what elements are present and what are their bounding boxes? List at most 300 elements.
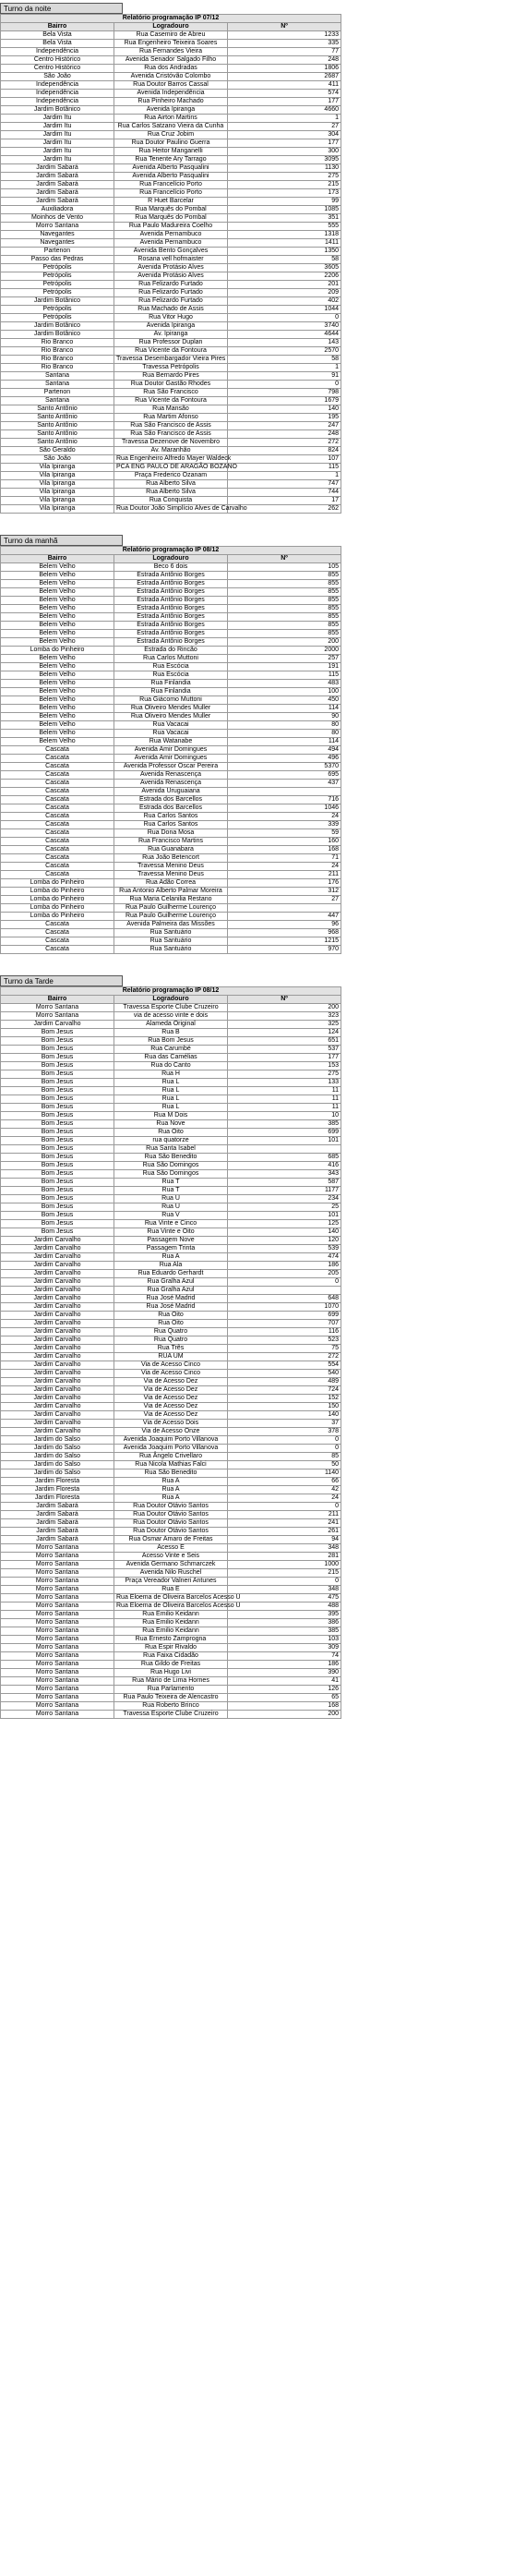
- cell-numero: 25: [228, 1203, 341, 1212]
- table-row: [1, 1636, 341, 1644]
- cell-numero: 855: [228, 597, 341, 605]
- cell-logradouro: Travessa Desembargador Vieira Pires: [114, 356, 228, 364]
- cell-bairro: Cascata: [1, 804, 114, 813]
- cell-bairro: Rio Branco: [1, 339, 114, 347]
- cell-numero: 747: [228, 480, 341, 489]
- table-row: [1, 281, 341, 289]
- cell-numero: 0: [228, 1278, 341, 1287]
- table-row: [1, 1652, 341, 1661]
- cell-numero: 257: [228, 655, 341, 663]
- cell-logradouro: Rua São Francisco de Assis: [114, 430, 228, 439]
- cell-bairro: Morro Santana: [1, 1602, 114, 1611]
- cell-bairro: Jardim Carvalho: [1, 1278, 114, 1287]
- cell-bairro: Morro Santana: [1, 1652, 114, 1661]
- cell-bairro: Belem Velho: [1, 588, 114, 597]
- cell-bairro: Bom Jesus: [1, 1187, 114, 1195]
- cell-logradouro: Avenida Renascença: [114, 780, 228, 788]
- table-row: [1, 1253, 341, 1262]
- cell-numero: 587: [228, 1179, 341, 1187]
- cell-numero: 200: [228, 638, 341, 647]
- cell-logradouro: Rua E: [114, 1586, 228, 1594]
- cell-bairro: Bela Vista: [1, 31, 114, 40]
- table-row: [1, 913, 341, 921]
- cell-numero: 209: [228, 289, 341, 297]
- table-row: [1, 1411, 341, 1420]
- cell-bairro: Jardim Carvalho: [1, 1253, 114, 1262]
- cell-bairro: Jardim Floresta: [1, 1494, 114, 1503]
- table-row: [1, 780, 341, 788]
- cell-numero: 275: [228, 1070, 341, 1079]
- cell-bairro: Jardim Carvalho: [1, 1312, 114, 1320]
- cell-numero: 211: [228, 1511, 341, 1519]
- cell-logradouro: Estrada dos Barcellos: [114, 796, 228, 804]
- cell-numero: 71: [228, 854, 341, 863]
- table-row: [1, 1702, 341, 1711]
- table-row: [1, 206, 341, 214]
- table-row: [1, 31, 341, 40]
- cell-numero: 3740: [228, 322, 341, 331]
- table-row: [1, 1195, 341, 1203]
- section-spacer: [0, 954, 526, 973]
- cell-numero: 0: [228, 314, 341, 322]
- cell-bairro: Bom Jesus: [1, 1037, 114, 1046]
- cell-bairro: Belem Velho: [1, 597, 114, 605]
- spreadsheet: [0, 3, 526, 1719]
- table-row: [1, 663, 341, 671]
- cell-logradouro: Estrada Antônio Borges: [114, 580, 228, 588]
- cell-bairro: Bela Vista: [1, 40, 114, 48]
- cell-logradouro: Avenida Renascença: [114, 771, 228, 780]
- cell-logradouro: Rua M Dois: [114, 1112, 228, 1120]
- cell-logradouro: Rua Quatro: [114, 1336, 228, 1345]
- cell-logradouro: Rua Machado de Assis: [114, 306, 228, 314]
- table-row: [1, 821, 341, 829]
- table-row: [1, 1154, 341, 1162]
- cell-numero: 211: [228, 871, 341, 879]
- table-row: [1, 1046, 341, 1054]
- table-row: [1, 164, 341, 173]
- cell-bairro: Bom Jesus: [1, 1104, 114, 1112]
- cell-logradouro: Rua Airton Martins: [114, 115, 228, 123]
- cell-logradouro: Rua Vicente da Fontoura: [114, 347, 228, 356]
- cell-logradouro: Rua Santuário: [114, 929, 228, 937]
- cell-numero: 247: [228, 422, 341, 430]
- cell-numero: 275: [228, 173, 341, 181]
- cell-logradouro: Rua São Domingos: [114, 1162, 228, 1170]
- table-row: [1, 1328, 341, 1336]
- section-spacer: [0, 514, 526, 532]
- cell-logradouro: Rua Santuário: [114, 937, 228, 946]
- cell-logradouro: Rua Antonio Alberto Palmar Moreira: [114, 888, 228, 896]
- cell-logradouro: Rua Fernandes Vieira: [114, 48, 228, 56]
- cell-bairro: Bom Jesus: [1, 1046, 114, 1054]
- cell-bairro: Belem Velho: [1, 613, 114, 622]
- column-header-row: [1, 996, 341, 1004]
- cell-logradouro: Rua São Benedito: [114, 1469, 228, 1478]
- cell-logradouro: Rua das Camélias: [114, 1054, 228, 1062]
- cell-numero: 248: [228, 56, 341, 65]
- cell-bairro: Petrópolis: [1, 289, 114, 297]
- cell-numero: 523: [228, 1336, 341, 1345]
- table-row: [1, 888, 341, 896]
- table-row: [1, 73, 341, 81]
- table-row: [1, 65, 341, 73]
- cell-numero: 540: [228, 1370, 341, 1378]
- shift-label: Turno da manhã: [0, 535, 123, 546]
- cell-numero: 99: [228, 198, 341, 206]
- cell-logradouro: Avenida Ipiranga: [114, 322, 228, 331]
- cell-bairro: Jardim Carvalho: [1, 1237, 114, 1245]
- cell-bairro: Partenon: [1, 248, 114, 256]
- cell-numero: 58: [228, 356, 341, 364]
- table-row: [1, 788, 341, 796]
- table-row: [1, 1594, 341, 1602]
- cell-logradouro: Rua Paulo Guilherme Lourenço: [114, 913, 228, 921]
- table-row: [1, 1486, 341, 1494]
- cell-logradouro: Rua Doutor Otávio Santos: [114, 1528, 228, 1536]
- cell-bairro: Jardim Itu: [1, 131, 114, 139]
- cell-logradouro: Avenida Joaquim Porto Villanova: [114, 1436, 228, 1445]
- cell-logradouro: Rua Gralha Azul: [114, 1278, 228, 1287]
- cell-numero: 116: [228, 1328, 341, 1336]
- table-row: [1, 248, 341, 256]
- cell-bairro: Bom Jesus: [1, 1220, 114, 1228]
- cell-numero: 140: [228, 1411, 341, 1420]
- cell-logradouro: Rua Francelício Porto: [114, 189, 228, 198]
- table-row: [1, 929, 341, 937]
- table-row: [1, 1245, 341, 1253]
- cell-logradouro: Rua Maria Celanilia Restano: [114, 896, 228, 904]
- cell-logradouro: Rua Carlos Muttoni: [114, 655, 228, 663]
- table-row: [1, 671, 341, 680]
- table-row: [1, 1278, 341, 1287]
- cell-logradouro: Avenida Alberto Pasqualini: [114, 164, 228, 173]
- table-row: [1, 381, 341, 389]
- cell-numero: 724: [228, 1386, 341, 1395]
- cell-numero: 65: [228, 1694, 341, 1702]
- cell-logradouro: Rua Ângelo Crivellaro: [114, 1453, 228, 1461]
- table-row: [1, 746, 341, 755]
- cell-numero: 1140: [228, 1469, 341, 1478]
- cell-bairro: Bom Jesus: [1, 1228, 114, 1237]
- cell-bairro: Belem Velho: [1, 680, 114, 688]
- cell-numero: 695: [228, 771, 341, 780]
- cell-logradouro: Avenida Bento Gonçalves: [114, 248, 228, 256]
- cell-logradouro: Acesso Vinte e Seis: [114, 1553, 228, 1561]
- cell-bairro: Jardim Itu: [1, 115, 114, 123]
- cell-logradouro: Rua Paulo Madureira Coelho: [114, 223, 228, 231]
- table-row: [1, 1644, 341, 1652]
- cell-numero: 348: [228, 1586, 341, 1594]
- cell-logradouro: Via de Acesso Cinco: [114, 1370, 228, 1378]
- cell-numero: 17: [228, 497, 341, 505]
- cell-numero: 1: [228, 364, 341, 372]
- cell-logradouro: Rua Santa Isabel: [114, 1145, 228, 1154]
- cell-numero: [228, 1287, 341, 1295]
- cell-bairro: Bom Jesus: [1, 1145, 114, 1154]
- table-row: [1, 339, 341, 347]
- cell-logradouro: Rua Oliveiro Mendes Muller: [114, 713, 228, 721]
- table-row: [1, 738, 341, 746]
- cell-logradouro: Rua João Betencort: [114, 854, 228, 863]
- cell-logradouro: Rua Doutor João Simplício Alves de Carvalho: [114, 505, 228, 514]
- table-row: [1, 1145, 341, 1154]
- cell-numero: 450: [228, 696, 341, 705]
- cell-bairro: Cascata: [1, 854, 114, 863]
- cell-numero: 101: [228, 1137, 341, 1145]
- cell-bairro: Cascata: [1, 813, 114, 821]
- cell-bairro: Morro Santana: [1, 1553, 114, 1561]
- table-row: [1, 264, 341, 272]
- cell-logradouro: Rua São Francisco de Assis: [114, 422, 228, 430]
- cell-logradouro: Rua A: [114, 1486, 228, 1494]
- cell-logradouro: Praça Frederico Ozanam: [114, 472, 228, 480]
- cell-logradouro: Rua Vacacai: [114, 721, 228, 730]
- table-row: [1, 1220, 341, 1228]
- cell-logradouro: Rua Conquista: [114, 497, 228, 505]
- cell-bairro: Belem Velho: [1, 655, 114, 663]
- cell-bairro: Navegantes: [1, 239, 114, 248]
- cell-bairro: Cascata: [1, 838, 114, 846]
- cell-numero: 1085: [228, 206, 341, 214]
- table-row: [1, 1228, 341, 1237]
- cell-numero: 1215: [228, 937, 341, 946]
- table-row: [1, 1203, 341, 1212]
- table-row: [1, 688, 341, 696]
- table-row: [1, 322, 341, 331]
- cell-bairro: Cascata: [1, 946, 114, 954]
- cell-bairro: Morro Santana: [1, 1561, 114, 1569]
- cell-bairro: Partenon: [1, 389, 114, 397]
- table-row: [1, 705, 341, 713]
- cell-bairro: Morro Santana: [1, 1578, 114, 1586]
- cell-bairro: Petrópolis: [1, 314, 114, 322]
- cell-numero: [228, 1145, 341, 1154]
- cell-logradouro: Rua Gildo de Freitas: [114, 1661, 228, 1669]
- cell-logradouro: Rua Tenente Ary Tarrago: [114, 156, 228, 164]
- table-row: [1, 572, 341, 580]
- table-row: [1, 1627, 341, 1636]
- table-row: [1, 505, 341, 514]
- cell-logradouro: Rua A: [114, 1478, 228, 1486]
- cell-logradouro: Avenida Germano Schmarczek: [114, 1561, 228, 1569]
- cell-numero: 27: [228, 123, 341, 131]
- cell-bairro: Jardim do Salso: [1, 1461, 114, 1469]
- table-row: [1, 455, 341, 464]
- cell-numero: 125: [228, 1220, 341, 1228]
- cell-logradouro: Rua Dona Mosa: [114, 829, 228, 838]
- cell-bairro: Petrópolis: [1, 281, 114, 289]
- table-row: [1, 464, 341, 472]
- cell-logradouro: Avenida Professor Oscar Pereira: [114, 763, 228, 771]
- cell-numero: [228, 788, 341, 796]
- cell-logradouro: Alameda Original: [114, 1021, 228, 1029]
- cell-bairro: Jardim Carvalho: [1, 1370, 114, 1378]
- cell-logradouro: Rua Martim Afonso: [114, 414, 228, 422]
- cell-bairro: Morro Santana: [1, 1686, 114, 1694]
- cell-logradouro: Avenida Independência: [114, 90, 228, 98]
- cell-bairro: Bom Jesus: [1, 1054, 114, 1062]
- table-row: [1, 1403, 341, 1411]
- cell-numero: 58: [228, 256, 341, 264]
- cell-bairro: Jardim Carvalho: [1, 1361, 114, 1370]
- cell-logradouro: Rua Alberto Silva: [114, 480, 228, 489]
- cell-bairro: Cascata: [1, 821, 114, 829]
- table-row: [1, 838, 341, 846]
- cell-numero: 716: [228, 796, 341, 804]
- table-row: [1, 1303, 341, 1312]
- cell-logradouro: RUA UM: [114, 1353, 228, 1361]
- cell-logradouro: Rua Paulo Guilherme Lourenço: [114, 904, 228, 913]
- cell-bairro: Morro Santana: [1, 1569, 114, 1578]
- table-row: [1, 297, 341, 306]
- cell-bairro: Centro Histórico: [1, 56, 114, 65]
- table-row: [1, 1179, 341, 1187]
- cell-numero: 153: [228, 1062, 341, 1070]
- cell-numero: 124: [228, 1029, 341, 1037]
- cell-bairro: Rio Branco: [1, 364, 114, 372]
- cell-numero: 173: [228, 189, 341, 198]
- cell-numero: 539: [228, 1245, 341, 1253]
- cell-bairro: Jardim Sabará: [1, 1519, 114, 1528]
- table-row: [1, 1553, 341, 1561]
- cell-bairro: Belem Velho: [1, 630, 114, 638]
- cell-logradouro: Travessa Menino Deus: [114, 871, 228, 879]
- cell-logradouro: Rua José Madrid: [114, 1303, 228, 1312]
- table-row: [1, 713, 341, 721]
- cell-bairro: Jardim do Salso: [1, 1453, 114, 1461]
- table-row: [1, 1711, 341, 1719]
- cell-bairro: Cascata: [1, 863, 114, 871]
- cell-logradouro: Rua A: [114, 1494, 228, 1503]
- cell-numero: 241: [228, 1519, 341, 1528]
- cell-logradouro: Rua Francisco Martins: [114, 838, 228, 846]
- cell-numero: 970: [228, 946, 341, 954]
- table-row: [1, 331, 341, 339]
- shift-label: Turno da Tarde: [0, 975, 123, 986]
- cell-bairro: Petrópolis: [1, 264, 114, 272]
- cell-bairro: Vila Ipiranga: [1, 505, 114, 514]
- table-row: [1, 1461, 341, 1469]
- cell-logradouro: Rua Marquês do Pombal: [114, 214, 228, 223]
- cell-logradouro: Travessa Petrópolis: [114, 364, 228, 372]
- table-row: [1, 156, 341, 164]
- cell-numero: 105: [228, 563, 341, 572]
- cell-logradouro: Via de Acesso Dez: [114, 1395, 228, 1403]
- cell-logradouro: Rua São Benedito: [114, 1154, 228, 1162]
- cell-numero: 537: [228, 1046, 341, 1054]
- cell-bairro: Bom Jesus: [1, 1179, 114, 1187]
- cell-bairro: Morro Santana: [1, 223, 114, 231]
- table-row: [1, 40, 341, 48]
- cell-numero: 114: [228, 738, 341, 746]
- table-row: [1, 497, 341, 505]
- cell-logradouro: Rua Nicola Mathias Falci: [114, 1461, 228, 1469]
- cell-bairro: Cascata: [1, 788, 114, 796]
- cell-bairro: Jardim Itu: [1, 148, 114, 156]
- cell-logradouro: Passagem Nove: [114, 1237, 228, 1245]
- cell-numero: 133: [228, 1079, 341, 1087]
- cell-numero: 385: [228, 1120, 341, 1129]
- cell-bairro: Auxiliadora: [1, 206, 114, 214]
- cell-numero: 1411: [228, 239, 341, 248]
- table-row: [1, 1129, 341, 1137]
- cell-bairro: Belem Velho: [1, 622, 114, 630]
- cell-numero: 0: [228, 1503, 341, 1511]
- cell-logradouro: Rua Doutor Otávio Santos: [114, 1511, 228, 1519]
- cell-logradouro: Rua Parlamento: [114, 1686, 228, 1694]
- cell-logradouro: Rua Escócia: [114, 663, 228, 671]
- cell-logradouro: Rua Felizardo Furtado: [114, 289, 228, 297]
- cell-numero: 325: [228, 1021, 341, 1029]
- table-row: [1, 1295, 341, 1303]
- cell-bairro: Rio Branco: [1, 347, 114, 356]
- cell-logradouro: Via de Acesso Cinco: [114, 1361, 228, 1370]
- cell-logradouro: PCA ENG PAULO DE ARAGÃO BOZANO: [114, 464, 228, 472]
- cell-numero: 115: [228, 464, 341, 472]
- cell-bairro: Bom Jesus: [1, 1170, 114, 1179]
- table-row: [1, 1054, 341, 1062]
- report-title: Relatório programação IP 07/12: [1, 15, 341, 23]
- table-row: [1, 763, 341, 771]
- table-row: [1, 181, 341, 189]
- cell-bairro: Santana: [1, 397, 114, 405]
- cell-numero: 0: [228, 1445, 341, 1453]
- table-row: [1, 1619, 341, 1627]
- cell-logradouro: Avenida Protásio Alves: [114, 272, 228, 281]
- cell-bairro: Petrópolis: [1, 272, 114, 281]
- cell-logradouro: Rua Adão Correa: [114, 879, 228, 888]
- table-row: [1, 622, 341, 630]
- cell-numero: 447: [228, 913, 341, 921]
- cell-logradouro: Rua Casemiro de Abreu: [114, 31, 228, 40]
- cell-logradouro: Rua Eloema de Oliveira Barcelos Acesso U: [114, 1594, 228, 1602]
- cell-bairro: Belem Velho: [1, 638, 114, 647]
- cell-numero: 496: [228, 755, 341, 763]
- table-row: [1, 1428, 341, 1436]
- cell-bairro: Cascata: [1, 937, 114, 946]
- cell-bairro: Jardim Carvalho: [1, 1420, 114, 1428]
- cell-logradouro: Rua Mansão: [114, 405, 228, 414]
- cell-logradouro: Av. Ipiranga: [114, 331, 228, 339]
- cell-bairro: Santana: [1, 372, 114, 381]
- cell-bairro: Jardim Sabará: [1, 1536, 114, 1544]
- cell-numero: 272: [228, 1353, 341, 1361]
- cell-numero: 37: [228, 1420, 341, 1428]
- table-row: [1, 696, 341, 705]
- cell-numero: 312: [228, 888, 341, 896]
- cell-logradouro: Estrada Antônio Borges: [114, 622, 228, 630]
- table-row: [1, 755, 341, 763]
- cell-logradouro: Travessa Esporte Clube Cruzeiro: [114, 1004, 228, 1012]
- cell-logradouro: Rua Doutor Gastão Rhodes: [114, 381, 228, 389]
- table-row: [1, 1345, 341, 1353]
- cell-logradouro: Rua Faixa Cidadão: [114, 1652, 228, 1661]
- table-row: [1, 1162, 341, 1170]
- table-row: [1, 921, 341, 929]
- cell-bairro: Centro Histórico: [1, 65, 114, 73]
- cell-numero: 24: [228, 813, 341, 821]
- table-row: [1, 1029, 341, 1037]
- cell-bairro: Cascata: [1, 871, 114, 879]
- table-row: [1, 123, 341, 131]
- cell-bairro: São Geraldo: [1, 447, 114, 455]
- table-row: [1, 1420, 341, 1428]
- cell-logradouro: Rua Pinheiro Machado: [114, 98, 228, 106]
- cell-logradouro: Rua Emilio Keidann: [114, 1611, 228, 1619]
- cell-logradouro: Rua Doutor Otávio Santos: [114, 1519, 228, 1528]
- cell-logradouro: Estrada dos Barcellos: [114, 804, 228, 813]
